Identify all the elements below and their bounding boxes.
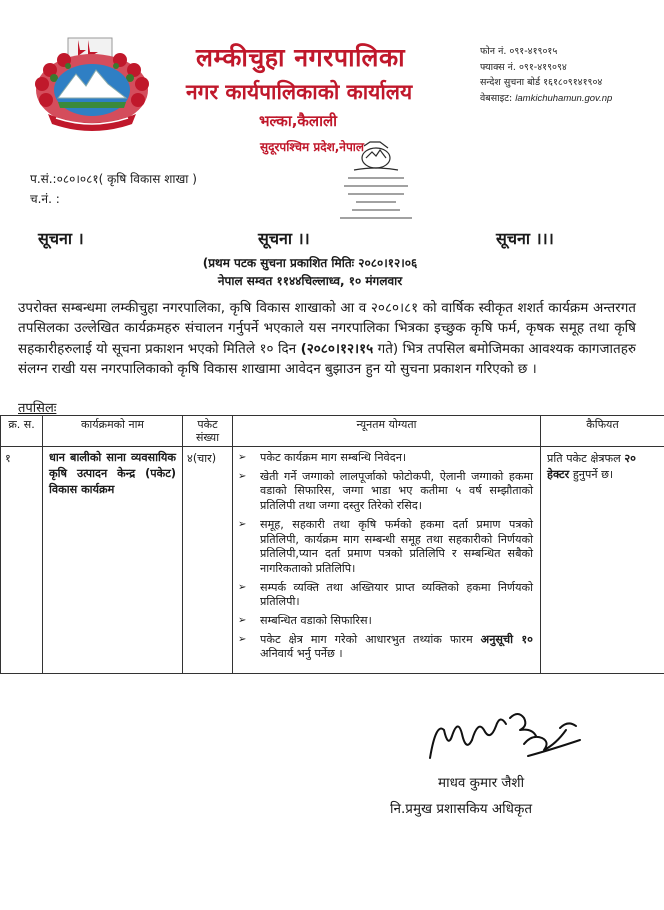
requirement-item: ➢ समूह, सहकारी तथा कृषि फर्मको हकमा दर्ता प्रमाण पत्रको प्रतिलिपी, कार्यक्रम माग सम्बन्धी समूह तथा सहकारीको निर्णयको प्रतिलिपी,प्यान दर्ता प्रमाण पत्रको प्रतिलिपि र सम्बन्धित सबैको नागरिकताको प्रतिलिपि। — [254, 518, 533, 577]
notice-body-part-2: गते) भित्र तपसिल बमोजिमका आवश्यक कागजातहरु संलग्न राखी यस नगरपालिकाको कृषि विकास शाखामा आवेदन बुझाउन हुन यो सुचना प्रकाशन गरिएको छ । — [18, 340, 636, 378]
notice-heading-right: सूचना ।।। — [496, 229, 554, 248]
municipality-name: लम्कीचुहा नगरपालिका — [196, 43, 406, 72]
sms-board: सन्देश सुचना बोर्ड १६१८०९१४१९०४ — [480, 77, 603, 88]
header-remarks: कैफियत — [541, 416, 664, 447]
header-qty-line2: संख्या — [195, 431, 220, 444]
requirement-item-last — [254, 633, 533, 662]
notice-heading-center: सूचना ।। — [258, 229, 310, 248]
annex-label: अनुसूची १० — [480, 632, 533, 646]
row-eligibility — [233, 447, 541, 674]
table-row — [1, 447, 664, 674]
website-link[interactable]: lamkichuhamun.gov.np — [515, 92, 613, 104]
header-program: कार्यक्रमको नाम — [43, 416, 183, 447]
requirement-item: ➢ सम्बन्धित वडाको सिफारिस। — [254, 614, 533, 629]
deadline-date: (२०८०।१२।१५ — [300, 340, 374, 357]
header-qty-line1: पकेट — [197, 418, 218, 431]
header-sn: क्र. स. — [1, 416, 43, 447]
notice-heading-left: सूचना । — [38, 229, 84, 248]
notice-body-part-1: उपरोक्त सम्बन्धमा लम्कीचुहा नगरपालिका, कृषि विकास शाखाको आ व २०८०।८१ को वार्षिक स्वीकृत शशर्त कार्यक्रम अन्तरगत तपसिलका उल्लेखित कार्यक्रमहरु संचालन गर्नुपर्ने भएकाले यस नगरपालिका भित्रका इच्छुक कृषि फर्म, कृषक समूह तथा कृषि सहकारीहरुलाई यो सूचना प्रकाशन भएको मितिले १० दिन — [18, 300, 636, 357]
table-header-row — [1, 416, 664, 447]
office-seal-icon — [330, 140, 422, 232]
notice-body — [18, 298, 636, 380]
requirement-item: ➢ पकेट कार्यक्रम माग सम्बन्धि निवेदन। — [254, 451, 533, 466]
requirement-item: ➢ सम्पर्क व्यक्ति तथा अख्तियार प्राप्त व्यक्तिको हकमा निर्णयको प्रतिलिपी। — [254, 581, 533, 610]
remark-area: २० हेक्टर — [547, 452, 636, 481]
website-line — [480, 91, 612, 107]
dispatch-number: च.नं. : — [30, 192, 60, 206]
row-program: धान बालीको साना व्यवसायिक कृषि उत्पादन केन्द्र (पकेट) विकास कार्यक्रम — [43, 447, 183, 674]
schedule-table — [0, 415, 664, 674]
website-label: वेबसाइट: — [480, 92, 513, 104]
letter-reference-number: प.सं.:०८०।०८१( कृषि विकास शाखा ) — [30, 172, 197, 186]
contact-block — [480, 44, 612, 106]
schedule-label: तपसिलः — [18, 401, 57, 416]
header-eligibility: न्यूनतम योग्यता — [233, 416, 541, 447]
requirement-tail: अनिवार्य भर्नु पर्नेछ । — [260, 647, 343, 661]
province-name: सुदूरपश्चिम प्रदेश,नेपाल — [260, 140, 365, 154]
requirement-text: पकेट क्षेत्र माग गरेको आधारभुत तथ्यांक फारम — [260, 632, 473, 646]
municipality-emblem-icon — [28, 34, 156, 134]
office-name: नगर कार्यपालिकाको कार्यालय — [186, 80, 413, 104]
signatory-name: माधव कुमार जैशी — [438, 775, 525, 791]
handwritten-signature-icon — [420, 700, 590, 770]
remark-text-2: हुनुपर्ने छ। — [569, 468, 614, 481]
nepal-samvat-date-line: नेपाल सम्वत ११४४चिल्लाध्व, १० मंगलवार — [217, 274, 403, 288]
publication-date-line: (प्रथम पटक सुचना प्रकाशित मितिः २०८०।१२।०६ — [202, 256, 418, 270]
signatory-title: नि.प्रमुख प्रशासकिय अधिकृत — [390, 801, 533, 817]
row-remarks — [541, 447, 664, 674]
requirement-item: ➢ खेती गर्ने जग्गाको लालपूर्जाको फोटोकपी, ऐलानी जग्गाको हकमा वडाको सिफारिस, जग्गा भाडा भए कतीमा ५ वर्ष सम्झौताको प्रतिलिपी तथा जग्गा दस्तुर तिरेको रसिद। — [254, 470, 533, 514]
remark-text-1: प्रति पकेट क्षेत्रफल — [547, 452, 621, 465]
fax-number: फ्याक्स नं. ०९१-४१९०९४ — [480, 61, 567, 73]
office-location: भल्का,कैलाली — [259, 112, 338, 130]
row-qty: ४(चार) — [183, 447, 233, 674]
requirement-list — [234, 448, 539, 672]
header-qty — [183, 416, 233, 447]
phone-number: फोन नं. ०९१-४१९०१५ — [480, 46, 558, 57]
row-sn: १ — [1, 447, 43, 674]
